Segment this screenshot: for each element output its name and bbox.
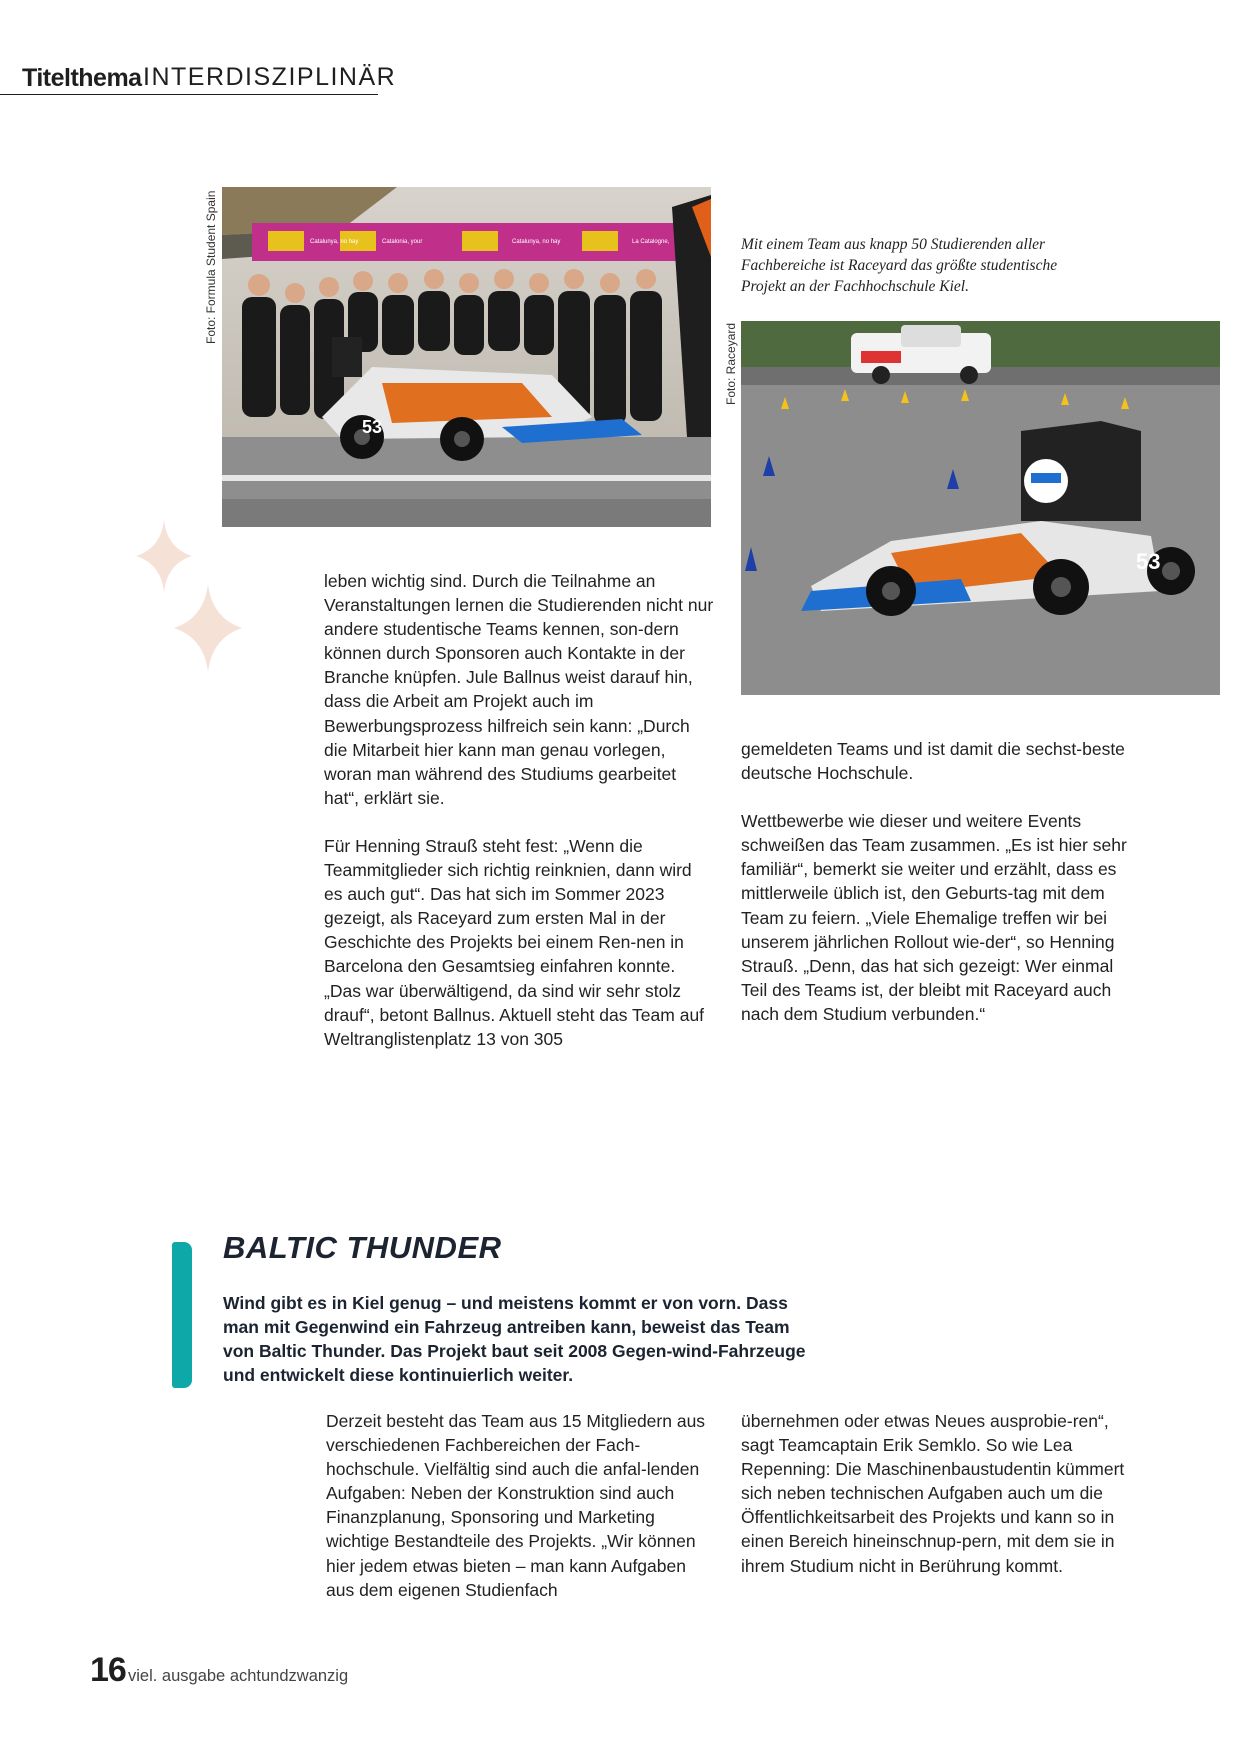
car-number: 53: [362, 417, 383, 437]
banner-text: Catalunya, no hay: [512, 239, 561, 245]
section-heading: BALTIC THUNDER: [223, 1230, 502, 1265]
paragraph: übernehmen oder etwas Neues ausprobie-ren“, sagt Teamcaptain Erik Semklo. So wie Lea Repenning: Die Maschinenbaustudentin kümmert sich neben technischen Aufgaben auch um die Öffentlichkeitsarbeit des Projekts und kann so in einen Bereich hineinschnup-pern, mit dem sie in ihrem Studium nicht in Berührung kommt.: [741, 1411, 1125, 1576]
banner-text: La Catalogne,: [632, 239, 670, 245]
section-accent-bar: [172, 1242, 192, 1388]
page-number: 16: [90, 1651, 126, 1689]
topic-label: INTERDISZIPLINÄR: [143, 63, 397, 91]
article-column-3: [326, 1409, 716, 1602]
photo-caption: Mit einem Team aus knapp 50 Studierenden aller Fachbereiche ist Raceyard das größte studentische Projekt an der Fachhochschule Kiel.: [741, 236, 1058, 295]
section-lead: Wind gibt es in Kiel genug – und meistens kommt er von vorn. Dass man mit Gegenwind ein Fahrzeug antreiben kann, beweist das Team von Baltic Thunder. Das Projekt baut seit 2008 Gegen-wind-Fahrzeuge und entwickelt diese kontinuierlich weiter.: [223, 1293, 806, 1385]
paragraph: gemeldeten Teams und ist damit die sechst-beste deutsche Hochschule.: [741, 739, 1125, 784]
issue-label: viel. ausgabe achtundzwanzig: [128, 1667, 349, 1685]
article-column-1: [324, 569, 714, 1051]
photo-credit-race: Foto: Raceyard: [724, 322, 738, 405]
sparkle-decoration: [132, 520, 252, 680]
article-column-2: [741, 737, 1131, 1026]
paragraph: Für Henning Strauß steht fest: „Wenn die Teammitglieder sich richtig reinknien, dann wird es auch gut“. Das hat sich im Sommer 2023 gezeigt, als Raceyard zum ersten Mal in der Geschichte des Projekts bei einem Ren-nen in Barcelona den Gesamtsieg einfahren konnte. „Das war überwältigend, da sind wir sehr stolz drauf“, betont Ballnus. Aktuell steht das Team auf Weltranglistenplatz 13 von 305: [324, 835, 705, 1049]
photo-credit-team: Foto: Formula Student Spain: [204, 190, 218, 344]
article-column-4: [741, 1409, 1131, 1578]
race-photo: [741, 321, 1220, 695]
banner-text: Catalunya, no hay: [310, 239, 359, 245]
section-label: Titelthema: [22, 64, 142, 92]
car-number: 53: [1136, 549, 1161, 574]
team-photo: [222, 187, 711, 527]
paragraph: leben wichtig sind. Durch die Teilnahme an Veranstaltungen lernen die Studierenden nicht nur andere studentische Teams kennen, son-dern können durch Sponsoren auch Kontakte in der Branche knüpfen. Jule Ballnus weist darauf hin, dass die Arbeit am Projekt auch im Bewerbungsprozess hilfreich sein kann: „Durch die Mitarbeit hier kann man genau vorlegen, woran man während des Studiums gearbeitet hat“, erklärt sie.: [324, 571, 714, 808]
header-rule: [0, 94, 378, 95]
paragraph: Wettbewerbe wie dieser und weitere Events schweißen das Team zusammen. „Es ist hier sehr familiär“, bemerkt sie weiter und erzählt, dass es mittlerweile üblich ist, den Geburts-tag mit dem Team zu feiern. „Viele Ehemalige treffen wir bei unserem jährlichen Rollout wie-der“, so Henning Strauß. „Denn, das hat sich gezeigt: Wer einmal Teil des Teams ist, der bleibt mit Raceyard auch nach dem Studium verbunden.“: [741, 811, 1127, 1024]
banner-text: Catalonia, your: [382, 239, 423, 245]
paragraph: Derzeit besteht das Team aus 15 Mitgliedern aus verschiedenen Fachbereichen der Fach-hochschule. Vielfältig sind auch die anfal-lenden Aufgaben: Neben der Konstruktion sind auch Finanzplanung, Sponsoring und Marketing wichtige Bestandteile des Projekts. „Wir können hier jedem etwas bieten – man kann Aufgaben aus dem eigenen Studienfach: [326, 1411, 706, 1600]
